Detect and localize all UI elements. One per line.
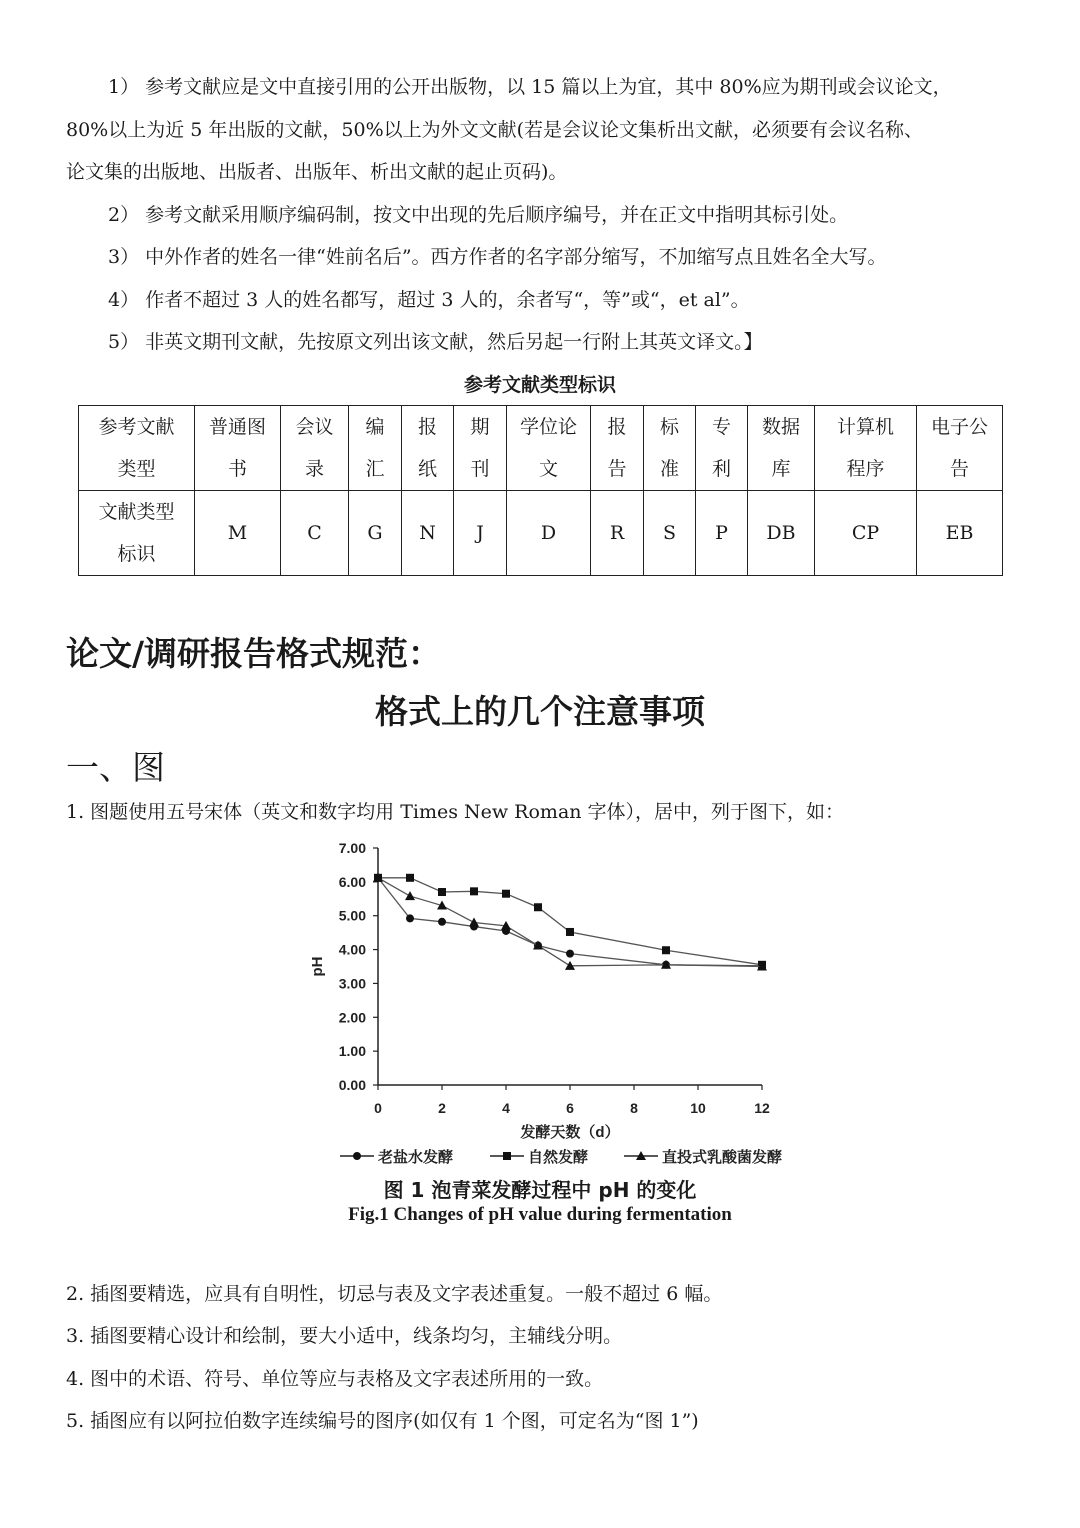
ref-note-3: 3） 中外作者的姓名一律“姓前名后”。西方作者的名字部分缩写，不加缩写点且姓名全大写。 <box>108 246 887 268</box>
type-name-cell: 报 纸 <box>402 406 454 491</box>
type-name-cell: 数据 库 <box>748 406 815 491</box>
data-point <box>406 874 414 882</box>
page-subtitle: 格式上的几个注意事项 <box>375 692 705 731</box>
reference-type-table <box>78 405 1003 576</box>
y-tick-label: 2.00 <box>338 1009 366 1026</box>
data-point <box>469 917 479 926</box>
type-code-cell: DB <box>748 491 815 576</box>
type-code-cell: G <box>349 491 402 576</box>
section-heading: 论文/调研报告格式规范： <box>66 634 442 673</box>
legend-marker <box>503 1152 511 1160</box>
y-tick-label: 3.00 <box>338 975 366 992</box>
figure-rule-2: 2. 插图要精选，应具有自明性，切忌与表及文字表述重复。一般不超过 6 幅。 <box>66 1283 723 1305</box>
y-tick-label: 0.00 <box>338 1077 366 1093</box>
x-tick-label: 0 <box>374 1100 382 1116</box>
x-tick-label: 12 <box>754 1100 770 1116</box>
x-tick-label: 10 <box>690 1100 706 1116</box>
x-tick-label: 2 <box>438 1100 446 1116</box>
data-point <box>502 890 510 898</box>
ref-note-2: 2） 参考文献采用顺序编码制，按文中出现的先后顺序编号，并在正文中指明其标引处。 <box>108 204 849 226</box>
figure-rule-5: 5. 插图应有以阿拉伯数字连续编号的图序(如仅有 1 个图，可定名为“图 1”) <box>66 1410 699 1432</box>
y-tick-label: 5.00 <box>338 907 366 924</box>
type-name-cell: 报 告 <box>591 406 644 491</box>
data-point <box>470 887 478 895</box>
type-name-cell: 编 汇 <box>349 406 402 491</box>
type-code-cell: M <box>195 491 281 576</box>
part-heading: 一、图 <box>66 748 165 787</box>
type-name-cell: 计算机 程序 <box>815 406 917 491</box>
type-code-cell: C <box>281 491 349 576</box>
type-code-cell: N <box>402 491 454 576</box>
ref-note-5: 5） 非英文期刊文献，先按原文列出该文献，然后另起一行附上其英文译文。】 <box>108 331 763 353</box>
legend-marker <box>353 1152 361 1160</box>
legend-label: 直投式乳酸菌发酵 <box>662 1149 783 1166</box>
data-point <box>662 946 670 954</box>
figure-rule-3: 3. 插图要精心设计和绘制，要大小适中，线条均匀，主辅线分明。 <box>66 1325 623 1347</box>
type-code-cell: P <box>696 491 748 576</box>
type-name-cell: 电子公 告 <box>917 406 1003 491</box>
type-code-cell: S <box>644 491 696 576</box>
ref-note-1-cont2: 论文集的出版地、出版者、出版年、析出文献的起止页码)。 <box>66 161 568 183</box>
y-tick-label: 6.00 <box>338 873 366 890</box>
type-name-cell: 标 准 <box>644 406 696 491</box>
legend-label: 老盐水发酵 <box>378 1149 454 1166</box>
y-tick-label: 1.00 <box>338 1043 366 1060</box>
type-name-cell: 会议 录 <box>281 406 349 491</box>
figure-caption-en: Fig.1 Changes of pH value during fermentation <box>348 1204 732 1225</box>
type-code-cell: EB <box>917 491 1003 576</box>
type-name-cell: 普通图 书 <box>195 406 281 491</box>
table-title: 参考文献类型标识 <box>463 374 616 396</box>
x-tick-label: 6 <box>566 1100 574 1116</box>
table-code-row <box>79 491 1003 576</box>
y-axis-label: pH <box>309 956 326 977</box>
type-name-cell: 专 利 <box>696 406 748 491</box>
x-axis-label: 发酵天数（d） <box>520 1124 620 1141</box>
figure-rule-1: 1. 图题使用五号宋体（英文和数字均用 Times New Roman 字体），居中，列于图下，如： <box>66 801 845 823</box>
type-name-cell: 期 刊 <box>454 406 507 491</box>
type-code-cell: R <box>591 491 644 576</box>
x-tick-label: 8 <box>630 1100 638 1116</box>
data-point <box>405 891 415 900</box>
data-point <box>534 903 542 911</box>
table-header-row <box>79 406 1003 491</box>
type-code-cell: J <box>454 491 507 576</box>
data-point <box>566 950 574 958</box>
type-code-cell: D <box>507 491 591 576</box>
data-point <box>566 928 574 936</box>
table-row-label: 文献类型 标识 <box>79 491 195 576</box>
ref-note-1-cont: 80%以上为近 5 年出版的文献，50%以上为外文文献(若是会议论文集析出文献，必须要有会议名称、 <box>66 119 924 141</box>
data-point <box>406 914 414 922</box>
y-tick-label: 7.00 <box>338 840 366 856</box>
type-name-cell: 学位论 文 <box>507 406 591 491</box>
data-point <box>438 888 446 896</box>
legend-label: 自然发酵 <box>528 1149 589 1166</box>
ref-note-4: 4） 作者不超过 3 人的姓名都写，超过 3 人的，余者写“，等”或“，et al”。 <box>108 289 750 311</box>
figure-caption-cn: 图 1 泡青菜发酵过程中 pH 的变化 <box>383 1178 697 1202</box>
table-header-label: 参考文献 类型 <box>79 406 195 491</box>
figure-rule-4: 4. 图中的术语、符号、单位等应与表格及文字表述所用的一致。 <box>66 1368 604 1390</box>
ref-note-1: 1） 参考文献应是文中直接引用的公开出版物，以 15 篇以上为宜，其中 80%应为期刊或会议论文， <box>108 76 952 98</box>
ph-line-chart <box>300 836 790 1171</box>
data-point <box>438 918 446 926</box>
type-code-cell: CP <box>815 491 917 576</box>
y-tick-label: 4.00 <box>338 941 366 958</box>
x-tick-label: 4 <box>502 1100 510 1116</box>
